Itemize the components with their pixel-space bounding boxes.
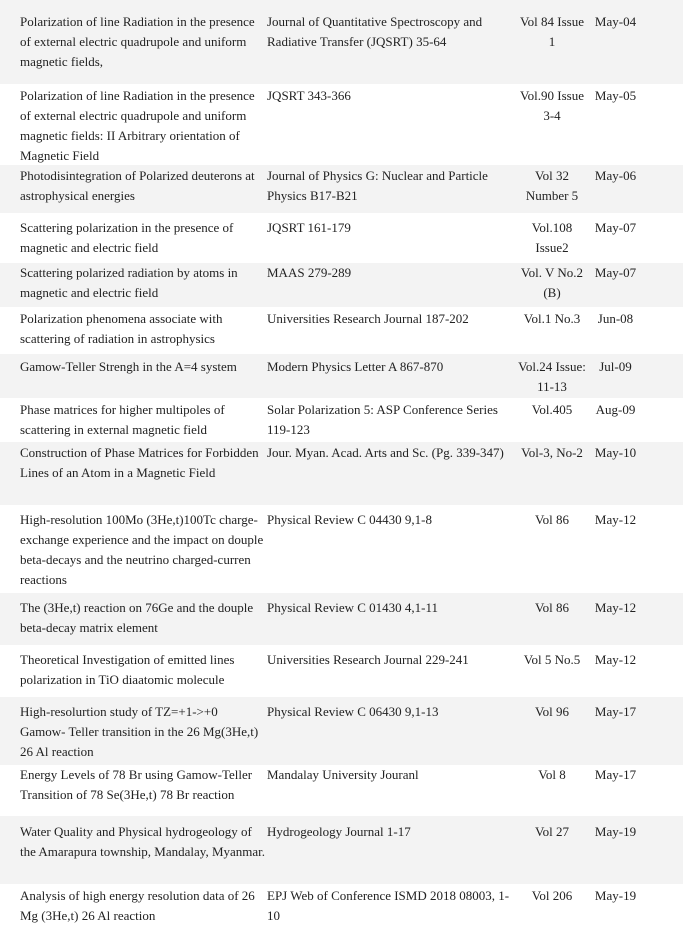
- volume: Vol 96: [534, 704, 570, 719]
- publish-date: May-12: [594, 600, 637, 615]
- publish-date: May-17: [594, 704, 637, 719]
- table-row: [0, 354, 683, 398]
- journal-name: Mandalay University Jouranl: [267, 767, 419, 782]
- publication-title: Gamow-Teller Strengh in the A=4 system: [20, 359, 237, 374]
- volume: Vol 86: [534, 512, 570, 527]
- journal-name: Journal of Physics G: Nuclear and Particle Physics B17-B21: [267, 168, 488, 203]
- journal-name: Universities Research Journal 187-202: [267, 311, 469, 326]
- publication-title: The (3He,t) reaction on 76Ge and the douple beta-decay matrix element: [20, 600, 254, 635]
- table-row: [0, 165, 683, 213]
- table-row: [0, 442, 683, 505]
- volume: Vol 86: [534, 600, 570, 615]
- table-row: [0, 593, 683, 645]
- journal-name: Modern Physics Letter A 867-870: [267, 359, 444, 374]
- publish-date: May-12: [594, 512, 637, 527]
- publish-date: Jun-08: [597, 311, 634, 326]
- journal-name: Jour. Myan. Acad. Arts and Sc. (Pg. 339-347): [267, 445, 504, 460]
- publish-date: May-07: [594, 220, 637, 235]
- volume: Vol 32 Number 5: [525, 168, 579, 203]
- table-row: [0, 884, 683, 936]
- volume: Vol 206: [531, 888, 573, 903]
- publication-title: High-resolution 100Mo (3He,t)100Tc charge-exchange experience and the impact on douple beta-decays and the neutrino charged-curren reactions: [20, 512, 264, 587]
- journal-name: Hydrogeology Journal 1-17: [267, 824, 411, 839]
- journal-name: Physical Review C 06430 9,1-13: [267, 704, 439, 719]
- table-row: [0, 697, 683, 765]
- table-row: [0, 307, 683, 354]
- publish-date: May-10: [594, 445, 637, 460]
- table-row: [0, 816, 683, 884]
- volume: Vol 84 Issue 1: [519, 14, 585, 49]
- table-row: [0, 263, 683, 307]
- journal-name: MAAS 279-289: [267, 265, 352, 280]
- publish-date: Aug-09: [595, 402, 636, 417]
- publish-date: May-17: [594, 767, 637, 782]
- publish-date: May-06: [594, 168, 637, 183]
- journal-name: Universities Research Journal 229-241: [267, 652, 469, 667]
- journal-name: Solar Polarization 5: ASP Conference Series 119-123: [267, 402, 498, 437]
- table-row: [0, 765, 683, 816]
- publication-title: Analysis of high energy resolution data of 26 Mg (3He,t) 26 Al reaction: [20, 888, 255, 923]
- table-row: [0, 645, 683, 697]
- publish-date: May-19: [594, 824, 637, 839]
- journal-name: JQSRT 343-366: [267, 88, 351, 103]
- publication-title: Polarization phenomena associate with scattering of radiation in astrophysics: [20, 311, 223, 346]
- volume: Vol. V No.2 (B): [520, 265, 584, 300]
- volume: Vol.90 Issue 3-4: [519, 88, 585, 123]
- journal-name: Physical Review C 01430 4,1-11: [267, 600, 439, 615]
- volume: Vol.108 Issue2: [531, 220, 573, 255]
- publish-date: May-04: [594, 14, 637, 29]
- publication-title: Polarization of line Radiation in the presence of external electric quadrupole and uniform magnetic fields,: [20, 14, 255, 69]
- publication-title: Scattering polarization in the presence of magnetic and electric field: [20, 220, 234, 255]
- publication-title: Phase matrices for higher multipoles of scattering in external magnetic field: [20, 402, 225, 437]
- publication-title: Energy Levels of 78 Br using Gamow-Teller Transition of 78 Se(3He,t) 78 Br reaction: [20, 767, 253, 802]
- volume: Vol 5 No.5: [523, 652, 581, 667]
- volume: Vol.405: [531, 402, 573, 417]
- journal-name: Journal of Quantitative Spectroscopy and Radiative Transfer (JQSRT) 35-64: [267, 14, 483, 49]
- volume: Vol.1 No.3: [523, 311, 581, 326]
- volume: Vol.24 Issue: 11-13: [518, 359, 586, 394]
- publish-date: Jul-09: [599, 359, 632, 374]
- volume: Vol-3, No-2: [521, 445, 583, 460]
- table-row: [0, 84, 683, 165]
- table-row: [0, 398, 683, 442]
- journal-name: EPJ Web of Conference ISMD 2018 08003, 1-10: [267, 888, 510, 923]
- table-row: [0, 0, 683, 84]
- publication-title: Construction of Phase Matrices for Forbidden Lines of an Atom in a Magnetic Field: [20, 445, 259, 480]
- publish-date: May-05: [594, 88, 637, 103]
- volume: Vol 27: [534, 824, 570, 839]
- publish-date: May-07: [594, 265, 637, 280]
- publication-title: Polarization of line Radiation in the presence of external electric quadrupole and uniform magnetic fields: II Arbitrary orientation of Magnetic Field: [20, 88, 255, 163]
- publish-date: May-19: [594, 888, 637, 903]
- journal-name: JQSRT 161-179: [267, 220, 351, 235]
- table-row: [0, 213, 683, 263]
- publication-title: Theoretical Investigation of emitted lines polarization in TiO diaatomic molecule: [20, 652, 235, 687]
- publish-date: May-12: [594, 652, 637, 667]
- publication-title: High-resolurtion study of TZ=+1->+0 Gamow- Teller transition in the 26 Mg(3He,t) 26 Al reaction: [20, 704, 259, 759]
- table-row: [0, 505, 683, 593]
- journal-name: Physical Review C 04430 9,1-8: [267, 512, 433, 527]
- publication-title: Scattering polarized radiation by atoms in magnetic and electric field: [20, 265, 238, 300]
- volume: Vol 8: [538, 767, 566, 782]
- publication-title: Water Quality and Physical hydrogeology of the Amarapura township, Mandalay, Myanmar.: [20, 824, 266, 859]
- publication-title: Photodisintegration of Polarized deuterons at astrophysical energies: [20, 168, 255, 203]
